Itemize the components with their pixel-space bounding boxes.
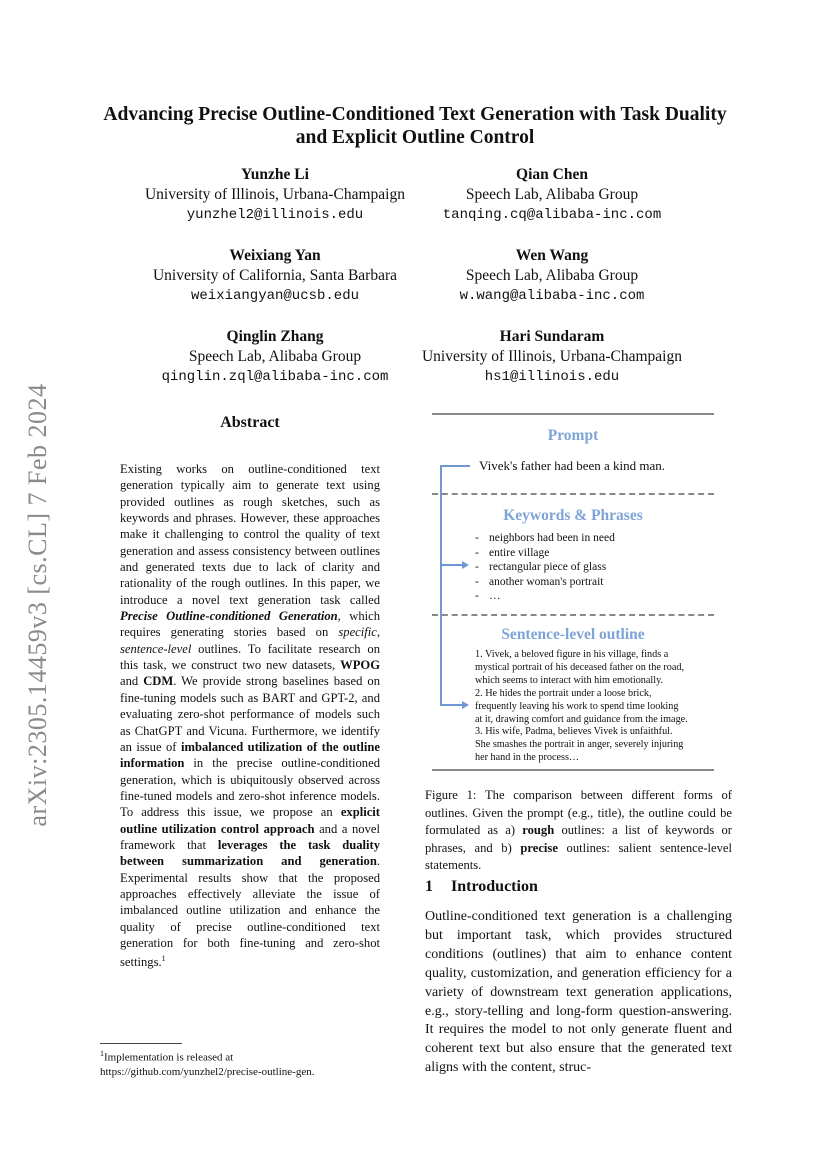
author-email: tanqing.cq@alibaba-inc.com	[442, 207, 662, 223]
author-block	[402, 327, 702, 387]
prompt-text: Vivek's father had been a kind man.	[479, 458, 666, 473]
author-block	[115, 165, 435, 225]
author-affiliation: Speech Lab, Alibaba Group	[465, 186, 639, 203]
author-block	[412, 246, 692, 306]
author-block	[115, 327, 435, 387]
section-number: 1	[425, 878, 433, 895]
figure-bottom-rule	[432, 769, 714, 771]
author-email: w.wang@alibaba-inc.com	[459, 288, 645, 304]
arrow-icon	[440, 700, 470, 710]
author-email: weixiangyan@ucsb.edu	[190, 288, 360, 304]
abstract-heading: Abstract	[220, 414, 280, 431]
keyword-item: - …	[475, 590, 501, 603]
dashed-divider	[432, 493, 714, 495]
section-body: Outline-conditioned text generation is a challenging but important task, which provides structured conditions (outlines) that aim to enhance content quality, customization, and generation efficiency for a variety of downstream text generation applications, e.g., story-telling and long-form question-answering. It requires the model to not only generate fluent and coherent text but also ensure that the generated text aligns with the content, struc-	[425, 909, 732, 1076]
outline-line: at it, drawing comfort and guidance from the image.	[475, 713, 688, 725]
author-affiliation: Speech Lab, Alibaba Group	[188, 348, 362, 365]
abstract-text: Existing works on outline-conditioned text generation typically aim to generate text using provided outlines as rough sketches, such as keywords and phrases. However, these approaches make it challenging to control the quality of text generation and assess consistency between outlines and generated texts due to lack of clarity and rationality of the rough outlines. In this paper, we introduce a novel text generation task called Precise Outline-conditioned Generation, which requires generating stories based on specific, sentence-level outlines. To facilitate research on this task, we construct two new datasets, WPOG and CDM. We provide strong baselines based on fine-tuning models such as BART and GPT-2, and evaluating zero-shot performance of models such as ChatGPT and Vicuna. Furthermore, we identify an issue of imbalanced utilization of the outline information in the precise outline-conditioned generation, which is ubiquitously observed across fine-tuned models and zero-shot inference models. To address this issue, we propose an explicit outline utilization control approach and a novel framework that leverages the task duality between summarization and generation. Experimental results show that the proposed approaches effectively alleviate the issue of imbalanced outline utilization and enhance the quality of precise outline-conditioned text generation for both fine-tuning and zero-shot settings.$^1$	[120, 462, 381, 970]
outline-line: frequently leaving his work to spend time looking	[475, 700, 679, 712]
footnote-marker: 1	[161, 954, 166, 964]
footnote-rule	[100, 1043, 182, 1044]
outline-line: mystical portrait of his deceased father on the road,	[475, 661, 685, 673]
keyword-item: - rectangular piece of glass	[475, 561, 607, 574]
author-affiliation: University of Illinois, Urbana-Champaign	[144, 186, 405, 203]
author-name: Qinglin Zhang	[226, 328, 324, 345]
keywords-heading: Keywords & Phrases	[503, 507, 643, 524]
arrow-icon	[440, 560, 470, 570]
outline-line: 2. He hides the portrait under a loose brick,	[475, 687, 652, 699]
author-name: Yunzhe Li	[241, 166, 309, 183]
sentence-outline	[475, 649, 725, 765]
author-name: Weixiang Yan	[229, 247, 321, 264]
author-name: Qian Chen	[516, 166, 588, 183]
connector-line	[440, 465, 470, 467]
outline-line: She smashes the portrait in anger, severely injuring	[475, 739, 684, 751]
prompt-heading: Prompt	[547, 427, 599, 444]
keyword-item: - another woman's portrait	[475, 575, 604, 588]
arxiv-identifier: arXiv:2305.14459v3 [cs.CL] 7 Feb 2024	[23, 383, 52, 827]
paper-title: Advancing Precise Outline-Conditioned Text Generation with Task Duality and Explicit Outline Control	[103, 104, 727, 148]
section-heading	[425, 878, 538, 896]
outline-line: 1. Vivek, a beloved figure in his village, finds a	[475, 649, 669, 660]
author-name: Wen Wang	[515, 247, 589, 264]
keyword-list	[475, 531, 615, 604]
outline-line: 3. His wife, Padma, believes Vivek is unfaithful.	[475, 726, 673, 738]
author-name: Hari Sundaram	[499, 328, 605, 345]
figure-top-rule	[432, 413, 714, 415]
connector-line	[440, 465, 442, 706]
footnote: $^1$Implementation is released at https://github.com/yunzhel2/precise-outline-gen.	[100, 1049, 315, 1079]
author-block	[412, 165, 692, 225]
outline-line: her hand in the process…	[475, 752, 580, 764]
task-name: Precise Outline-conditioned Generation	[120, 609, 338, 624]
dashed-divider	[432, 614, 714, 616]
dataset-cdm: CDM	[143, 674, 174, 689]
author-email: yunzhel2@illinois.edu	[186, 207, 364, 223]
author-email: qinglin.zql@alibaba-inc.com	[161, 369, 389, 385]
figure-caption: Figure 1: The comparison between different forms of outlines. Given the prompt (e.g., title), the outline could be formulated as a) rough outlines: a list of keywords or phrases, and b) precise outlines: salient sentence-level statements.	[425, 788, 732, 873]
keyword-item: - entire village	[475, 546, 550, 559]
author-affiliation: University of California, Santa Barbara	[152, 267, 398, 284]
dataset-wpog: WPOG	[340, 658, 380, 673]
author-block	[115, 246, 435, 306]
outline-line: which seems to interact with him emotionally.	[475, 674, 664, 686]
author-email: hs1@illinois.edu	[484, 369, 620, 385]
author-affiliation: Speech Lab, Alibaba Group	[465, 267, 639, 284]
section-title: Introduction	[451, 878, 538, 895]
outline-heading: Sentence-level outline	[501, 626, 645, 643]
author-affiliation: University of Illinois, Urbana-Champaign	[421, 348, 682, 365]
keyword-item: - neighbors had been in need	[475, 532, 615, 544]
